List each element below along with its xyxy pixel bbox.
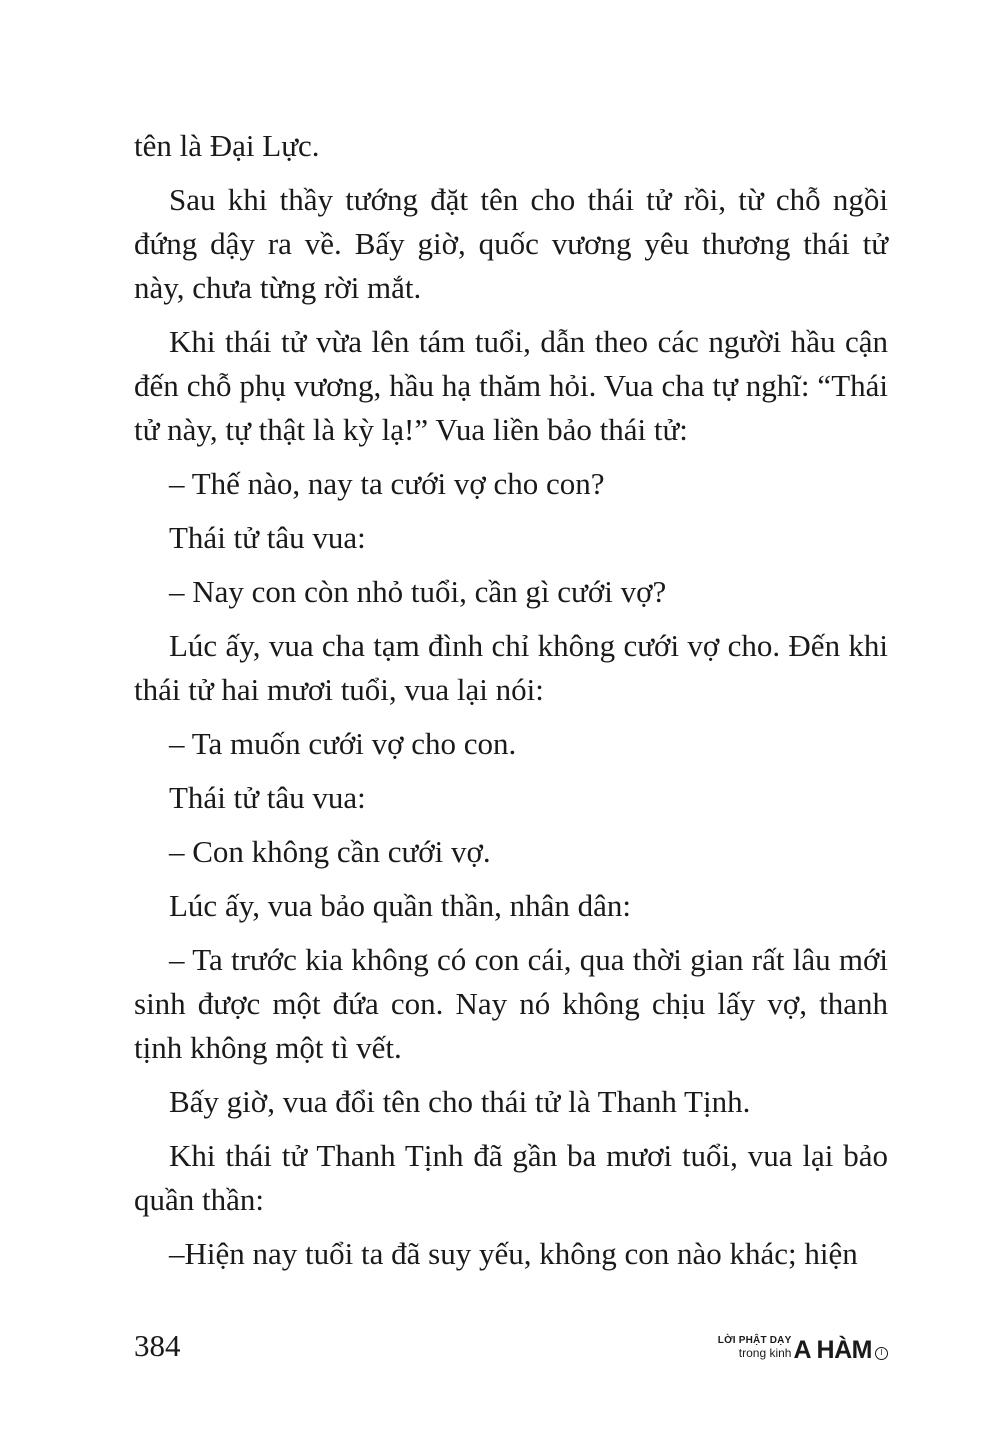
dialogue-line: – Ta muốn cưới vợ cho con. xyxy=(169,726,517,761)
volume-badge: I xyxy=(875,1347,888,1360)
paragraph: Thái tử tâu vua: xyxy=(169,780,366,815)
paragraph: Khi thái tử Thanh Tịnh đã gần ba mươi tuổi, vua lại bảo quần thần: xyxy=(134,1138,888,1217)
paragraph: tên là Đại Lực. xyxy=(134,128,320,163)
dialogue-line: – Nay con còn nhỏ tuổi, cần gì cưới vợ? xyxy=(169,574,667,609)
page-footer xyxy=(134,1326,888,1370)
paragraph: Sau khi thầy tướng đặt tên cho thái tử rồi, từ chỗ ngồi đứng dậy ra về. Bấy giờ, quốc vương yêu thương thái tử này, chưa từng rời mắt. xyxy=(134,182,888,305)
dialogue-line: – Thế nào, nay ta cưới vợ cho con? xyxy=(169,466,605,501)
body-text xyxy=(134,124,888,1286)
paragraph: Lúc ấy, vua cha tạm đình chỉ không cưới vợ cho. Đến khi thái tử hai mươi tuổi, vua lại nói: xyxy=(134,628,888,707)
dialogue-line: – Con không cần cưới vợ. xyxy=(169,834,491,869)
paragraph: Khi thái tử vừa lên tám tuổi, dẫn theo các người hầu cận đến chỗ phụ vương, hầu hạ thăm hỏi. Vua cha tự nghĩ: “Thái tử này, tự thật là kỳ lạ!” Vua liền bảo thái tử: xyxy=(134,324,888,447)
paragraph: Thái tử tâu vua: xyxy=(169,520,366,555)
series-logo xyxy=(718,1330,888,1364)
page-number: 384 xyxy=(134,1328,181,1363)
dialogue-line: –Hiện nay tuổi ta đã suy yếu, không con nào khác; hiện xyxy=(169,1236,858,1271)
paragraph: Lúc ấy, vua bảo quần thần, nhân dân: xyxy=(169,888,631,923)
dialogue-line: – Ta trước kia không có con cái, qua thời gian rất lâu mới sinh được một đứa con. Nay nó không chịu lấy vợ, thanh tịnh không một tì vết. xyxy=(134,942,888,1065)
series-top-text: LỜI PHẬT DẠY xyxy=(717,1334,792,1346)
series-subtitle xyxy=(718,1336,792,1359)
paragraph: Bấy giờ, vua đổi tên cho thái tử là Thanh Tịnh. xyxy=(169,1084,751,1119)
series-title: A HÀM xyxy=(793,1335,872,1364)
series-bottom-text: trong kinh xyxy=(738,1345,792,1360)
